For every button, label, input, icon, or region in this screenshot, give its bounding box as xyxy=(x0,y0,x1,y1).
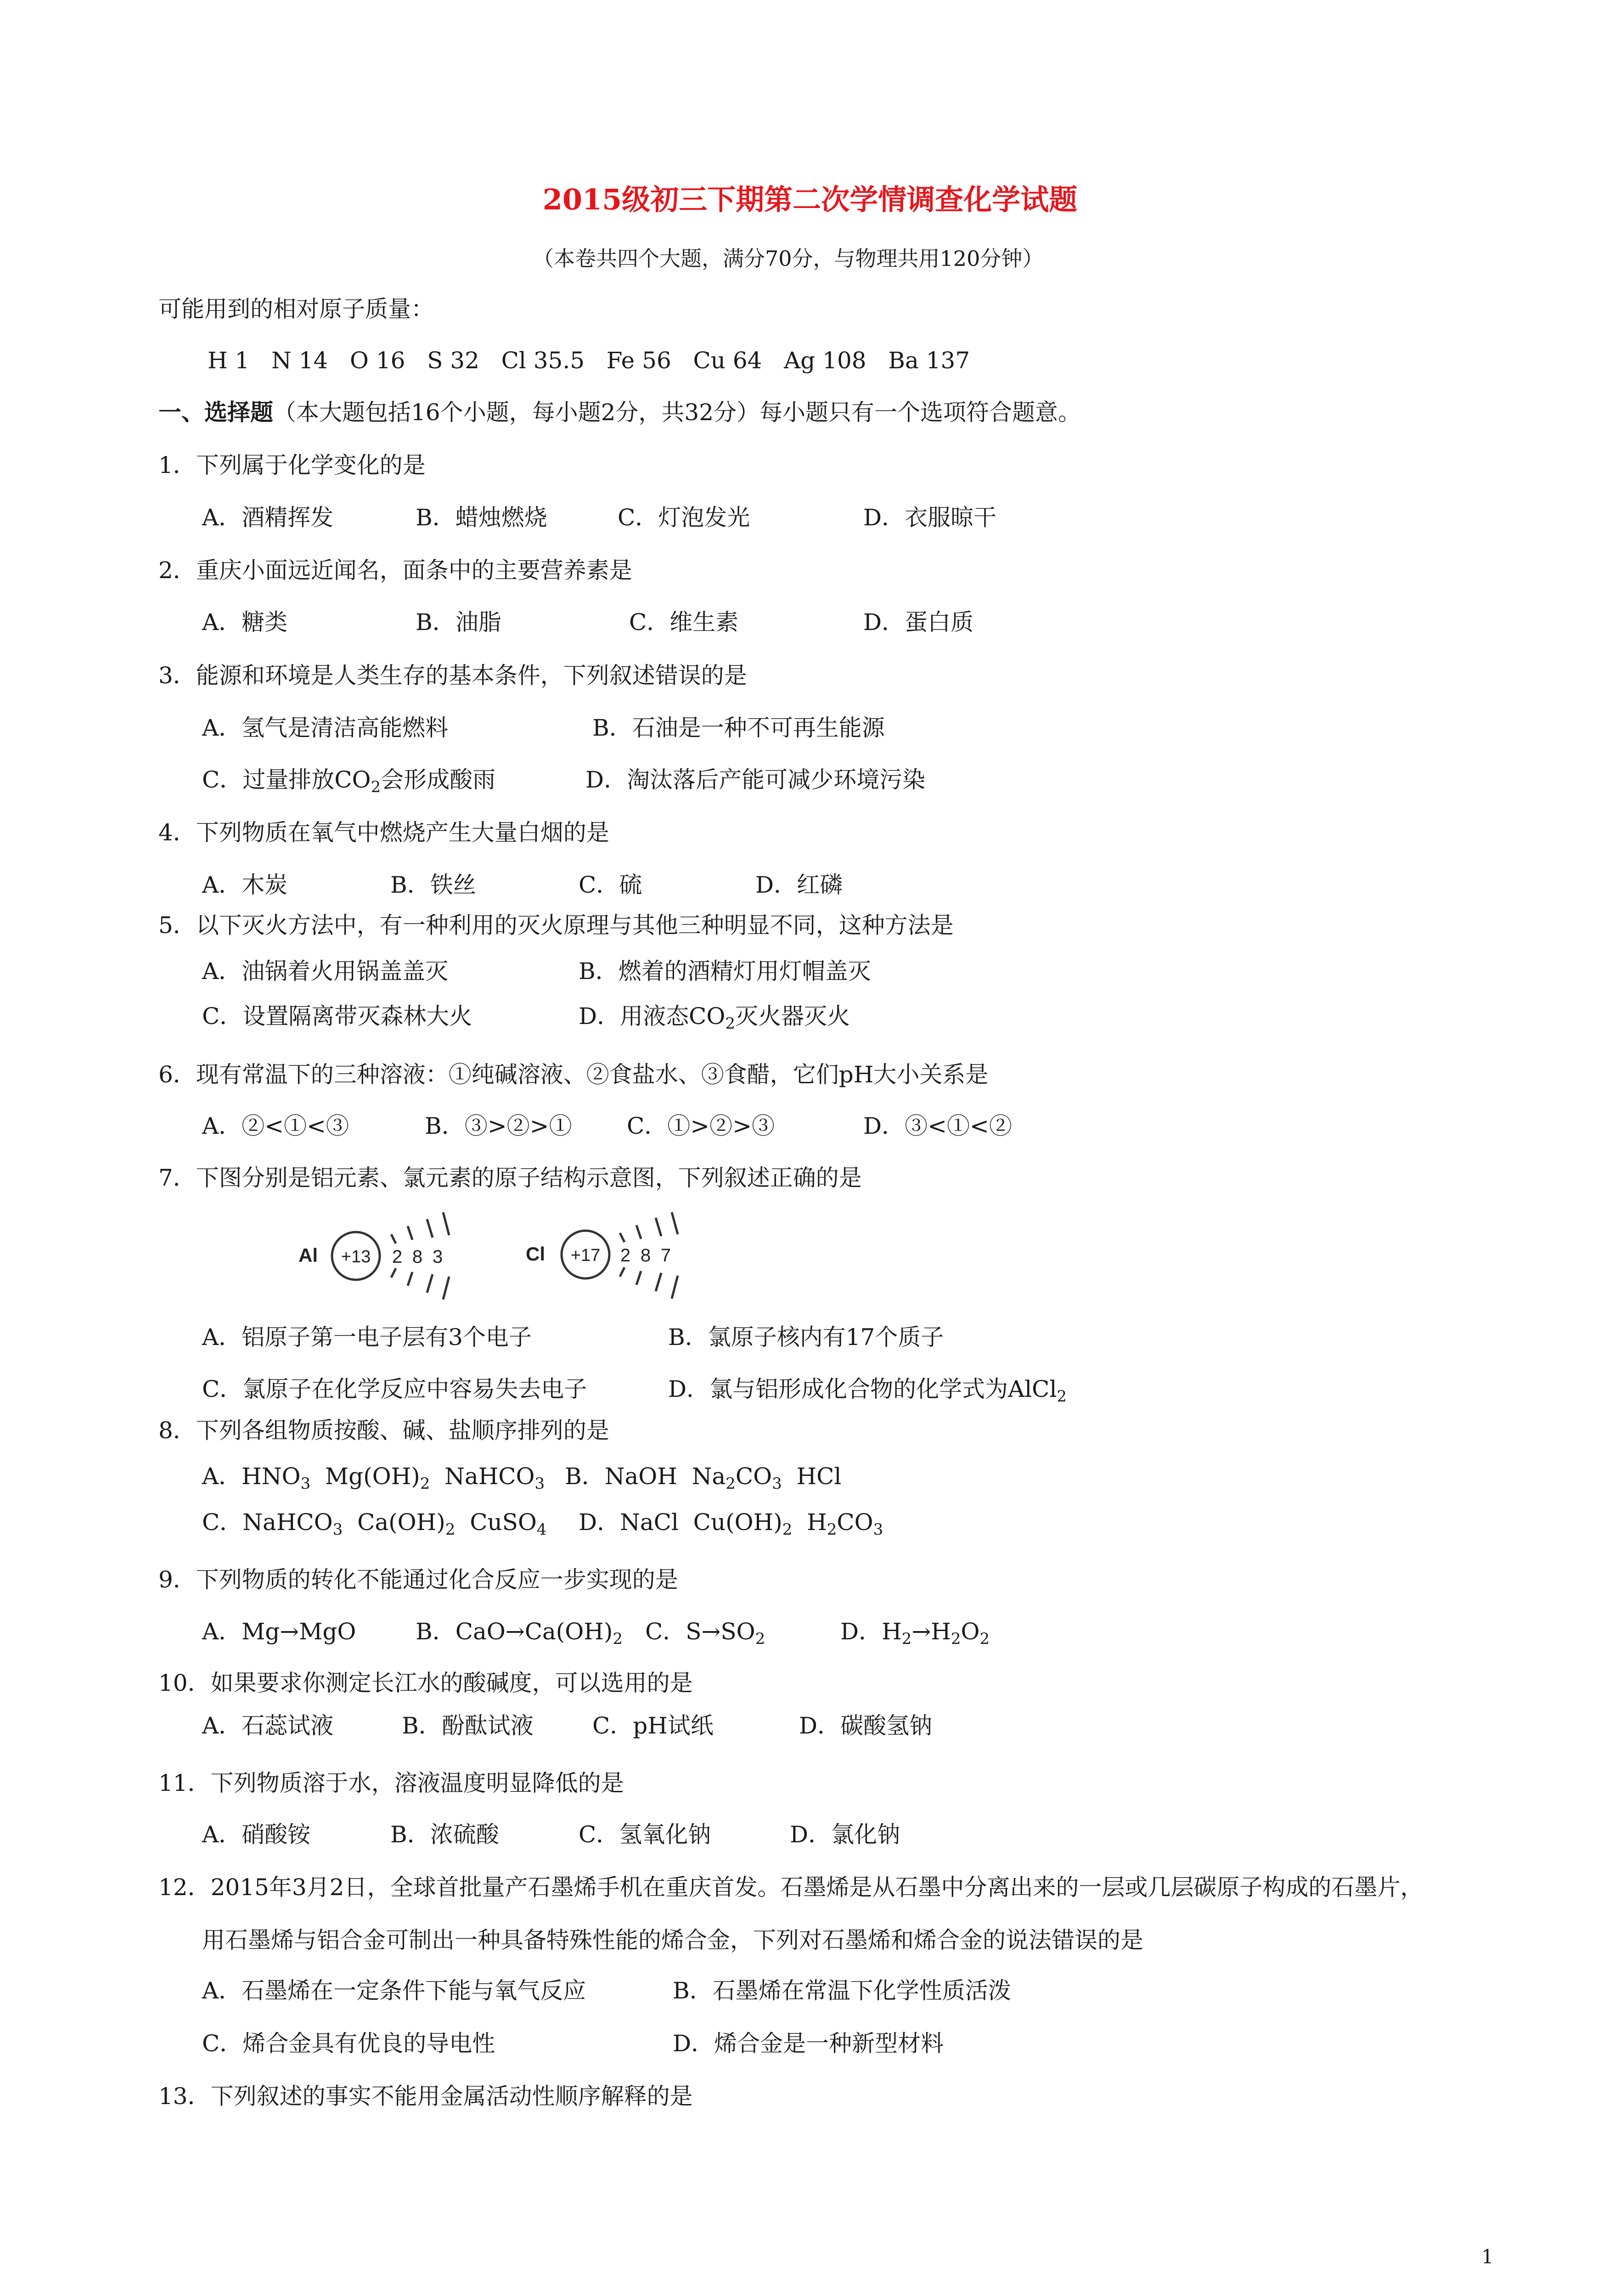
q8-c-part: C．NaHCO xyxy=(202,1509,333,1536)
cl-shell-1: 2 xyxy=(620,1245,631,1266)
chlorine-atom-diagram xyxy=(526,1212,678,1299)
q8-d-sub: 2 xyxy=(782,1520,793,1539)
q11-option-a: A．硝酸铵 xyxy=(202,1821,311,1848)
atomic-mass-list: H 1 N 14 O 16 S 32 Cl 35.5 Fe 56 Cu 64 Ag 108 Ba 137 xyxy=(208,347,970,374)
question-12-stem-line2: 用石墨烯与铝合金可制出一种具备特殊性能的烯合金，下列对石墨烯和烯合金的说法错误的是 xyxy=(202,1927,1143,1953)
q9-b-part: B．CaO→Ca(OH) xyxy=(416,1618,613,1645)
question-4-stem: 4．下列物质在氧气中燃烧产生大量白烟的是 xyxy=(158,819,609,846)
q8-a-part: Mg(OH) xyxy=(310,1463,420,1490)
question-9-stem: 9．下列物质的转化不能通过化合反应一步实现的是 xyxy=(158,1566,678,1593)
question-1-stem: 1．下列属于化学变化的是 xyxy=(158,452,426,478)
q3-option-b: B．石油是一种不可再生能源 xyxy=(592,715,885,741)
al-shell-3: 3 xyxy=(432,1247,443,1267)
q3-option-c xyxy=(202,766,496,796)
q11-option-c: C．氢氧化钠 xyxy=(579,1821,711,1848)
q7-option-a: A．铝原子第一电子层有3个电子 xyxy=(202,1324,532,1351)
q3-c-text-end: 会形成酸雨 xyxy=(381,766,496,793)
q8-d-part: H xyxy=(792,1509,827,1536)
aluminum-atom-diagram xyxy=(298,1212,449,1300)
q9-d-sub: 2 xyxy=(901,1630,912,1648)
q9-d-sub: 2 xyxy=(979,1630,990,1648)
q2-option-a: A．糖类 xyxy=(202,609,288,636)
q8-a-sub: 2 xyxy=(420,1474,430,1493)
q7-option-d xyxy=(668,1376,1067,1406)
q8-b-part: CO xyxy=(735,1463,772,1490)
exam-subtitle: （本卷共四个大题，满分70分，与物理共用120分钟） xyxy=(533,246,1044,271)
q2-option-d: D．蛋白质 xyxy=(863,609,974,636)
q8-a-sub: 3 xyxy=(300,1474,311,1493)
al-symbol: Al xyxy=(298,1244,318,1266)
q8-d-part: CO xyxy=(837,1509,873,1536)
q8-a-sub: 3 xyxy=(534,1474,545,1493)
question-13-stem: 13．下列叙述的事实不能用金属活动性顺序解释的是 xyxy=(158,2083,693,2110)
q12-option-d: D．烯合金是一种新型材料 xyxy=(673,2030,944,2057)
q9-option-d xyxy=(840,1618,990,1648)
q12-option-a: A．石墨烯在一定条件下能与氧气反应 xyxy=(202,1977,586,2004)
q9-c-part: C．S→SO xyxy=(645,1618,755,1645)
cl-symbol: Cl xyxy=(526,1243,545,1265)
q8-d-part: D．NaCl Cu(OH) xyxy=(579,1509,782,1536)
question-6-stem: 6．现有常温下的三种溶液：①纯碱溶液、②食盐水、③食醋，它们pH大小关系是 xyxy=(158,1061,989,1088)
cl-shell-3: 7 xyxy=(660,1245,671,1266)
q8-c-sub: 2 xyxy=(445,1520,456,1539)
al-nucleus-charge: +13 xyxy=(341,1247,371,1266)
section-note: （本大题包括16个小题，每小题2分，共32分）每小题只有一个选项符合题意。 xyxy=(273,399,1081,426)
q5-option-d xyxy=(579,1003,850,1033)
q6-option-d: D．③<①<② xyxy=(863,1113,1012,1139)
q8-b-sub: 2 xyxy=(726,1474,736,1493)
q3-option-a: A．氢气是清洁高能燃料 xyxy=(202,715,449,741)
q7-d-subscript: 2 xyxy=(1057,1387,1067,1406)
q9-c-sub: 2 xyxy=(755,1630,765,1648)
q3-c-text: C．过量排放CO xyxy=(202,766,371,793)
q12-option-c: C．烯合金具有优良的导电性 xyxy=(202,2030,495,2057)
q1-option-c: C．灯泡发光 xyxy=(618,504,750,531)
q9-d-part: O xyxy=(961,1618,980,1645)
q9-d-sub: 2 xyxy=(951,1630,961,1648)
question-5-stem: 5．以下灭火方法中，有一种利用的灭火原理与其他三种明显不同，这种方法是 xyxy=(158,912,954,939)
q9-option-b xyxy=(416,1618,623,1648)
page-number: 1 xyxy=(1481,2245,1494,2268)
q6-option-a: A．②<①<③ xyxy=(202,1113,349,1139)
q8-b-sub: 3 xyxy=(772,1474,782,1493)
q3-c-subscript: 2 xyxy=(371,778,381,796)
q8-c-part: CuSO xyxy=(455,1509,537,1536)
q12-option-b: B．石墨烯在常温下化学性质活泼 xyxy=(673,1977,1011,2004)
q8-a-part: NaHCO xyxy=(430,1463,535,1490)
q8-d-sub: 3 xyxy=(873,1520,883,1539)
q8-option-a xyxy=(202,1463,545,1493)
q8-b-part: B．NaOH Na xyxy=(565,1463,726,1490)
q2-option-b: B．油脂 xyxy=(416,609,501,636)
q8-option-b xyxy=(565,1463,842,1493)
q11-option-d: D．氯化钠 xyxy=(790,1821,900,1848)
q7-option-c: C．氯原子在化学反应中容易失去电子 xyxy=(202,1376,587,1402)
q9-d-part: →H xyxy=(911,1618,951,1645)
question-12-stem-line1: 12．2015年3月2日，全球首批量产石墨烯手机在重庆首发。石墨烯是从石墨中分离出来的一层或几层碳原子构成的石墨片， xyxy=(158,1874,1423,1901)
q5-d-text-end: 灭火器灭火 xyxy=(735,1003,850,1030)
page-title: 2015级初三下期第二次学情调查化学试题 xyxy=(542,183,1078,216)
q5-d-subscript: 2 xyxy=(725,1014,735,1033)
q9-option-c xyxy=(645,1618,765,1648)
q1-option-d: D．衣服晾干 xyxy=(863,504,997,531)
q1-option-b: B．蜡烛燃烧 xyxy=(416,504,547,531)
q5-d-text: D．用液态CO xyxy=(579,1003,726,1030)
q8-c-sub: 3 xyxy=(332,1520,343,1539)
q11-option-b: B．浓硫酸 xyxy=(390,1821,499,1848)
q7-option-b: B．氯原子核内有17个质子 xyxy=(668,1324,944,1351)
q3-option-d: D．淘汰落后产能可减少环境污染 xyxy=(585,766,926,793)
atomic-structure-diagram xyxy=(289,1208,703,1300)
q4-option-a: A．木炭 xyxy=(202,872,288,898)
question-7-stem: 7．下图分别是铝元素、氯元素的原子结构示意图，下列叙述正确的是 xyxy=(158,1165,862,1191)
q9-option-a: A．Mg→MgO xyxy=(202,1618,356,1645)
q10-option-a: A．石蕊试液 xyxy=(202,1712,334,1739)
al-shell-1: 2 xyxy=(392,1247,403,1267)
cl-nucleus-charge: +17 xyxy=(570,1246,601,1265)
q4-option-d: D．红磷 xyxy=(755,872,843,898)
q1-option-a: A．酒精挥发 xyxy=(202,504,334,531)
al-shell-2: 8 xyxy=(412,1247,423,1267)
q8-a-part: A．HNO xyxy=(202,1463,301,1490)
question-11-stem: 11．下列物质溶于水，溶液温度明显降低的是 xyxy=(158,1770,624,1796)
q9-b-sub: 2 xyxy=(613,1630,623,1648)
q10-option-d: D．碳酸氢钠 xyxy=(799,1712,933,1739)
q8-option-c xyxy=(202,1509,547,1539)
q5-option-a: A．油锅着火用锅盖盖灭 xyxy=(202,958,449,985)
section-heading xyxy=(158,401,1081,424)
q8-c-sub: 4 xyxy=(536,1520,547,1539)
q8-b-part: HCl xyxy=(782,1463,842,1490)
q2-option-c: C．维生素 xyxy=(629,609,739,636)
q8-option-d xyxy=(579,1509,883,1539)
q5-option-c: C．设置隔离带灭森林大火 xyxy=(202,1003,472,1030)
q8-d-sub: 2 xyxy=(827,1520,837,1539)
q10-option-c: C．pH试纸 xyxy=(592,1712,714,1739)
section-title: 一、选择题 xyxy=(158,399,273,426)
cl-shell-2: 8 xyxy=(640,1245,651,1266)
q4-option-c: C．硫 xyxy=(579,872,642,898)
atomic-mass-label: 可能用到的相对原子质量： xyxy=(158,296,434,322)
q10-option-b: B．酚酞试液 xyxy=(402,1712,534,1739)
q9-d-part: D．H xyxy=(840,1618,902,1645)
question-3-stem: 3．能源和环境是人类生存的基本条件，下列叙述错误的是 xyxy=(158,662,747,689)
q5-option-b: B．燃着的酒精灯用灯帽盖灭 xyxy=(579,958,871,985)
q8-c-part: Ca(OH) xyxy=(343,1509,445,1536)
question-8-stem: 8．下列各组物质按酸、碱、盐顺序排列的是 xyxy=(158,1417,609,1444)
q6-option-c: C．①>②>③ xyxy=(627,1113,775,1139)
q4-option-b: B．铁丝 xyxy=(390,872,476,898)
question-10-stem: 10．如果要求你测定长江水的酸碱度，可以选用的是 xyxy=(158,1670,693,1696)
q7-d-text: D．氯与铝形成化合物的化学式为AlCl xyxy=(668,1376,1057,1402)
question-2-stem: 2．重庆小面远近闻名，面条中的主要营养素是 xyxy=(158,557,632,584)
q6-option-b: B．③>②>① xyxy=(425,1113,572,1139)
